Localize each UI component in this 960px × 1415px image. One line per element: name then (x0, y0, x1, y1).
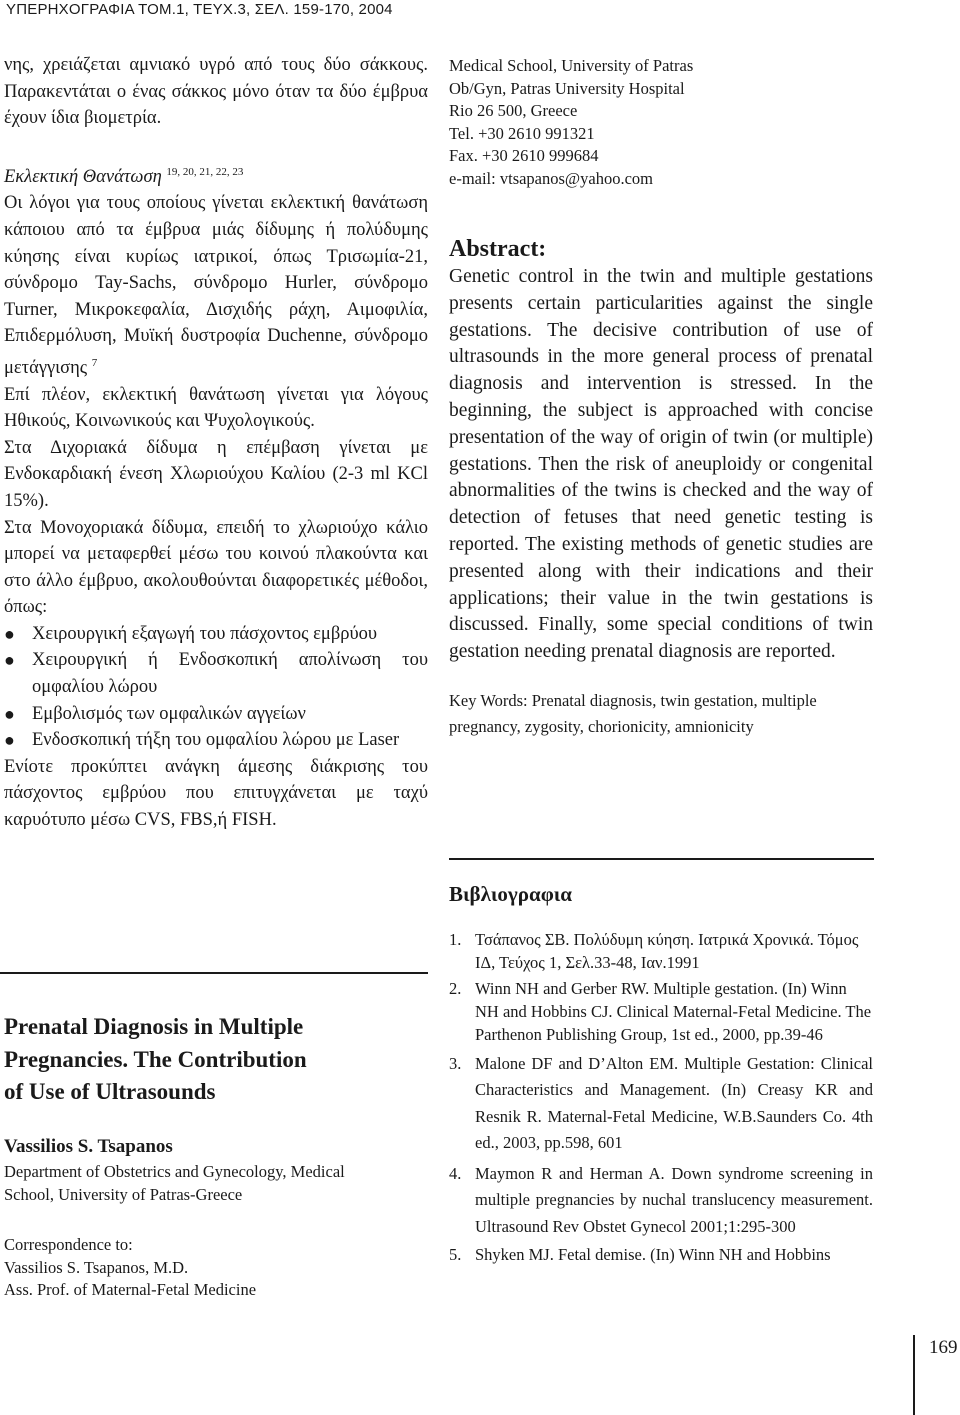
running-header: ΥΠΕΡΗΧΟΓΡΑΦΙΑ ΤΟΜ.1, ΤΕΥΧ.3, ΣΕΛ. 159-170, 2004 (6, 1, 393, 18)
bullet-text: Εμβολισμός των ομφαλικών αγγείων (32, 703, 306, 724)
address-line: Medical School, University of Patras (449, 56, 694, 75)
author-affiliation (4, 1161, 428, 1206)
reference-item (449, 929, 873, 974)
reference-text: Malone DF and D’Alton EM. Multiple Gestation: Clinical Characteristics and Management. (In) Creasy KR and Resnik R. Maternal-Fetal Medicine, W.B.Saunders Co. 4th ed., 2003, pp.598, 601 (475, 1053, 873, 1153)
heading-text: Εκλεκτική Θανάτωση (4, 166, 162, 187)
bullet-dot-icon: ● (4, 650, 15, 671)
address-block (449, 55, 873, 190)
bullet-item (4, 727, 428, 754)
reasons-text: Οι λόγοι για τους οποίους γίνεται εκλεκτική θανάτωση κάποιου από τα έμβρυα μιάς δίδυμης ή πολύδυμης κύησης είναι κυρίως ιατρικοί, όπως Τρισωμία-21, σύνδρομο Tay-Sachs, σύνδρομο Hurler, σύνδρομο Turner, Μικροκεφαλία, Δισχιδής ράχη, Αιμοφιλία, Επιδερμόλυση, Μυϊκή δυστροφία Duchenne, σύνδρομο μετάγγισης (4, 193, 428, 378)
reference-number: 5. (449, 1245, 462, 1265)
telephone: Tel. +30 2610 991321 (449, 123, 595, 143)
english-title (4, 1011, 428, 1109)
bullet-dot-icon: ● (4, 703, 15, 724)
selective-termination-heading (4, 159, 428, 191)
dichorionic-paragraph: Στα Διχοριακά δίδυμα η επέμβαση γίνεται με Ενδοκαρδιακή ένεση Χλωριούχου Καλίου (2-3 ml KCl 15%). (4, 437, 428, 511)
title-line: Pregnancies. The Contribution (4, 1046, 307, 1072)
heading-refs: 19, 20, 21, 22, 23 (166, 165, 244, 178)
bullet-dot-icon: ● (4, 623, 15, 644)
reference-item (449, 1051, 873, 1157)
reasons-ref: 7 (91, 356, 98, 369)
bullet-text: Χειρουργική εξαγωγή του πάσχοντος εμβρύου (32, 623, 378, 644)
keywords: Key Words: Prenatal diagnosis, twin gestation, multiple pregnancy, zygosity, chorionicity, amnionicity (449, 690, 817, 736)
fax: Fax. +30 2610 999684 (449, 146, 599, 165)
author-name: Vassilios S. Tsapanos (4, 1136, 173, 1157)
abstract-text: Genetic control in the twin and multiple gestations presents certain particularities against the single gestations. The decisive contribution of use of ultrasounds in the more general process of prenatal diagnosis and intervention is stressed. In the beginning, the subject is approached with concise presentation of the way of origin of twin (or multiple) gestations. Then the risk of aneuploidy or congenital abnormalities of the twins is checked and the way of detection of fetuses that need genetic testing is reported. The existing methods of genetic studies are presented along with their indications and their applications; their value in the twin gestations is discussed. Finally, some special conditions of twin gestation needing prenatal diagnosis are reported. (449, 266, 873, 663)
bibliography-heading: Βιβλιογραφια (449, 882, 573, 906)
affiliation-line: Department of Obstetrics and Gynecology, Medical (4, 1162, 345, 1181)
page-number: 169 (929, 1337, 958, 1358)
bullet-text: Ενδοσκοπική τήξη του ομφαλίου λώρου με Laser (32, 730, 400, 751)
reference-item (449, 1244, 873, 1267)
reference-number: 2. (449, 979, 462, 999)
reference-text: Shyken MJ. Fetal demise. (In) Winn NH and Hobbins (475, 1245, 831, 1265)
bullet-text: Χειρουργική ή Ενδοσκοπική απολίνωση του ομφαλίου λώρου (32, 650, 428, 698)
email-address: e-mail: vtsapanos@yahoo.com (449, 168, 653, 188)
reference-item (449, 1161, 873, 1241)
bibliography-divider (449, 858, 874, 860)
reference-item (449, 978, 873, 1046)
correspondence-title: Ass. Prof. of Maternal-Fetal Medicine (4, 1280, 257, 1299)
abstract-heading: Abstract: (449, 236, 547, 262)
reference-text: Maymon R and Herman A. Down syndrome screening in multiple pregnancies by nuchal translucency measurement. Ultrasound Rev Obstet Gynecol 2001;1:295-300 (475, 1163, 873, 1236)
right-column (449, 55, 873, 740)
bullet-dot-icon: ● (4, 730, 15, 751)
section-divider (0, 972, 428, 974)
title-line: Prenatal Diagnosis in Multiple (4, 1014, 304, 1039)
monochorionic-paragraph: Στα Μονοχοριακά δίδυμα, επειδή το χλωριούχο κάλιο μπορεί να μεταφερθεί μέσω του κοινού πλακούντα και στο άλλο έμβρυο, ακολουθούνται διαφορετικές μέθοδοι, όπως: (4, 517, 428, 618)
correspondence-block (4, 1234, 428, 1302)
affiliation-line: School, University of Patras-Greece (4, 1184, 243, 1204)
bullet-item (4, 647, 428, 700)
page-number-rule (913, 1335, 915, 1415)
bibliography-list (449, 929, 873, 1271)
closing-paragraph: Ενίοτε προκύπτει ανάγκη άμεσης διάκρισης του πάσχοντος εμβρύου που επιτυγχάνεται με ταχύ καρυότυπο μέσω CVS, FBS,ή FISH. (4, 756, 428, 831)
bullet-item (4, 621, 428, 648)
title-line: of Use of Ultrasounds (4, 1079, 216, 1104)
reasons-paragraph (4, 190, 428, 381)
reference-number: 3. (449, 1053, 462, 1073)
reference-text: Τσάπανος ΣΒ. Πολύδυμη κύηση. Ιατρικά Χρονικά. Τόμος ΙΔ, Τεύχος 1, Σελ.33-48, Ιαν.1991 (475, 930, 859, 972)
address-line: Ob/Gyn, Patras University Hospital (449, 78, 685, 98)
reference-number: 4. (449, 1163, 462, 1183)
intro-paragraph: νης, χρειάζεται αμνιακό υγρό από τους δύο σάκκους. Παρακεντάται ο ένας σάκκος μόνο όταν τα δύο έμβρυα έχουν ίδια βιομετρία. (4, 55, 428, 129)
address-line: Rio 26 500, Greece (449, 101, 578, 120)
correspondence-name: Vassilios S. Tsapanos, M.D. (4, 1257, 189, 1277)
correspondence-label: Correspondence to: (4, 1235, 133, 1254)
bullet-item (4, 701, 428, 728)
reference-text: Winn NH and Gerber RW. Multiple gestation. (In) Winn NH and Hobbins CJ. Clinical Maternal-Fetal Medicine. The Parthenon Publishing Group, 1st ed., 2000, pp.39-46 (475, 979, 872, 1044)
ethical-paragraph: Επί πλέον, εκλεκτική θανάτωση γίνεται για λόγους Ηθικούς, Κοινωνικούς και Ψυχολογικούς. (4, 384, 428, 432)
reference-number: 1. (449, 930, 462, 949)
left-column (4, 52, 428, 834)
